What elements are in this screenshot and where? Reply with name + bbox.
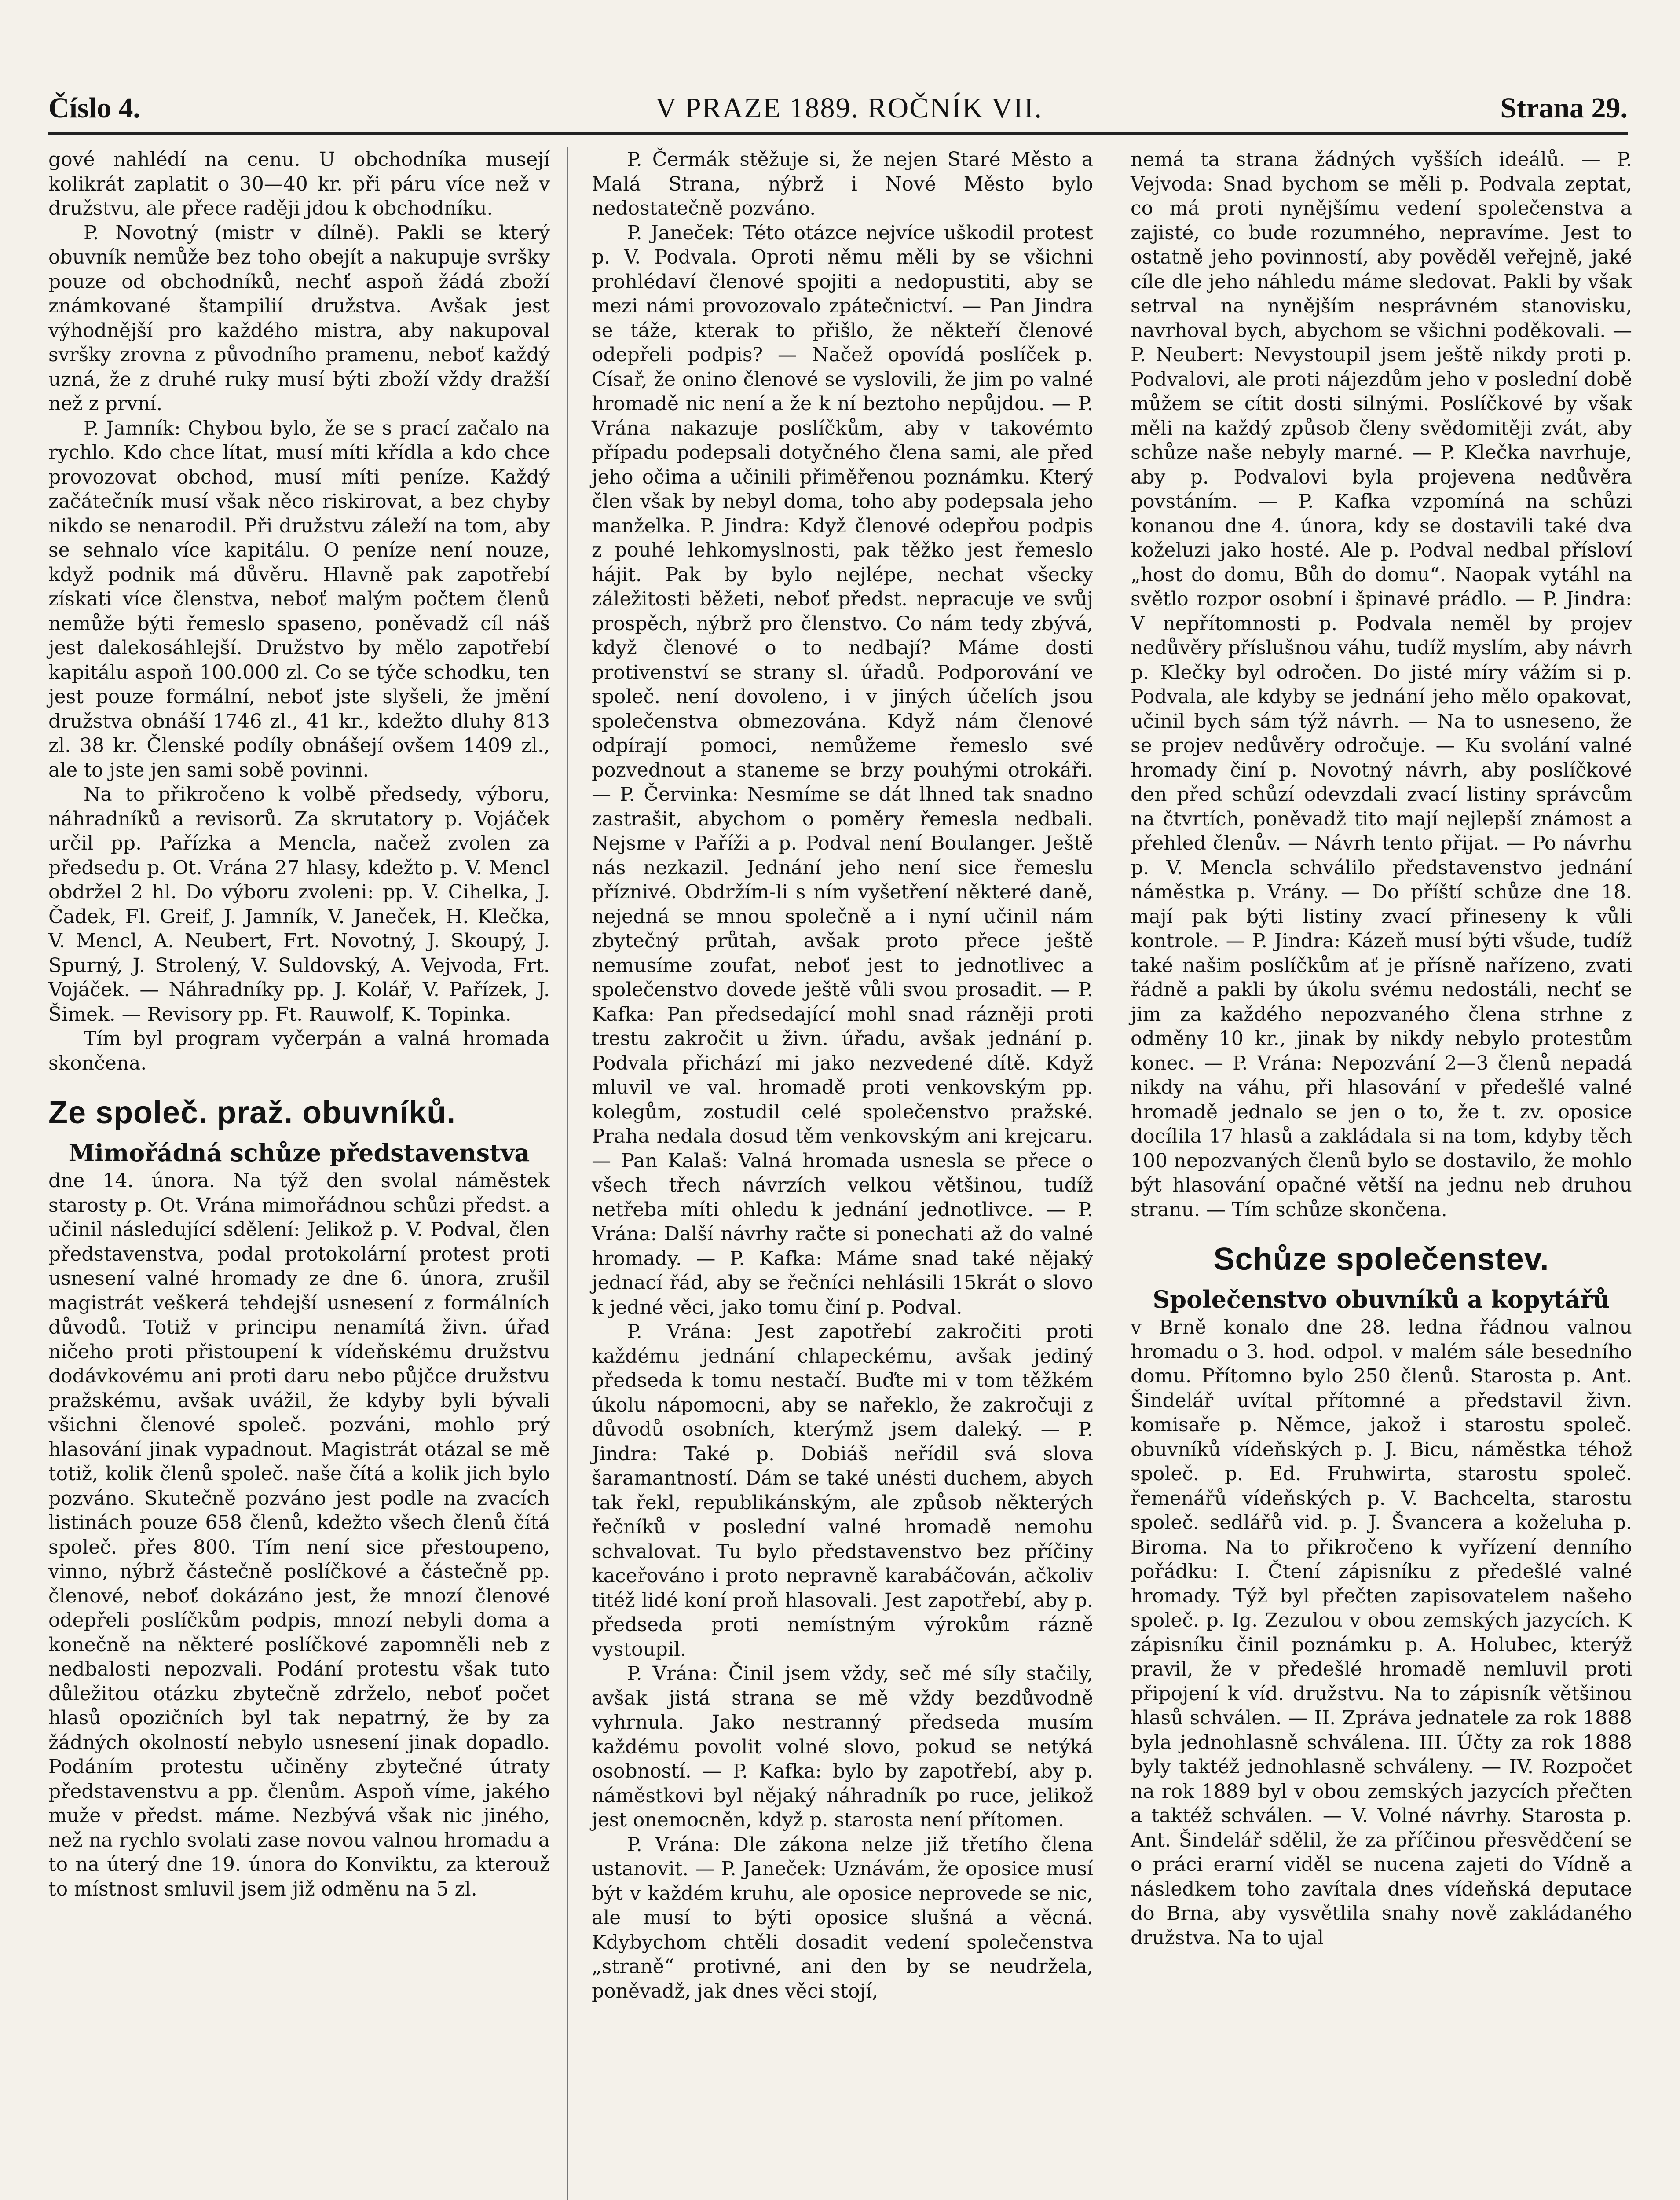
column-2 <box>592 147 1093 2003</box>
paragraph: dne 14. února. Na týž den svolal náměstek starosty p. Ot. Vrána mimořádnou schůzi předst. a učinil následující sdělení: Jelikož p. V. Podval, člen představenstva, podal protokolární protest proti usnesení valné hromady ze dne 6. února, zrušil magistrát veškerá tehdejší usnesení z formálních důvodů. Totiž v principu nenamítá živn. úřad ničeho proti přistoupení k vídeňskému družstvu dodávkovému ani proti daru nebo půjčce družstvu pražskému, avšak uvážil, že kdyby byli bývali všichni členové společ. pozváni, mohlo prý hlasování jinak vypadnout. Magistrát otázal se mě totiž, kolik členů společ. naše čítá a kolik jich bylo pozváno. Skutečně pozváno jest podle na zvacích listinách pouze 658 členů, kdežto všech členů čítá společ. přes 800. Tím není sice přestoupeno, vinno, nýbrž částečně poslíčkové a částečně pp. členové, neboť dokázáno jest, že mnozí členové odepřeli poslíčkům podpis, mnozí nebyli doma a konečně na některé poslíčkové zapomněli neb z nedbalosti nepozvali. Podání protestu však tuto důležitou otázku zbytečně zdrželo, neboť počet hlasů opozičních byl tak nepatrný, že by za žádných okolností nebylo usnesení jinak dopadlo. Podáním protestu učiněny zbytečné útraty představenstvu a pp. členům. Aspoň víme, jakého muže v předst. máme. Nezbývá však nic jiného, než na rychlo svolati zase novou valnou hromadu a to na úterý dne 19. února do Konviktu, za kterouž to místnost smluvil jsem již odměnu na 5 zl. <box>48 1170 550 1900</box>
paragraph: v Brně konalo dne 28. ledna řádnou valnou hromadu o 3. hod. odpol. v malém sále besedního domu. Přítomno bylo 250 členů. Starosta p. Ant. Šindelář uvítal přítomné a představil živn. komisaře p. Němce, jakož i starostu společ. obuvníků vídeňských p. J. Bicu, náměstka téhož společ. p. Ed. Fruhwirta, starostu společ. řemenářů vídeňských p. V. Bachcelta, starostu společ. sedlářů vid. p. J. Švancera a koželuha p. Biroma. Na to přikročeno k vyřízení denního pořádku: I. Čtení zápisníku z předešlé valné hromady. Týž byl přečten zapisovatelem našeho společ. p. Ig. Zezulou v obou zemských jazycích. K zápisníku činil poznámku p. A. Holubec, kterýž pravil, že v předešlé hromadě nemluvil proti připojení k víd. družstvu. Na to zápisník většinou hlasů schválen. — II. Zpráva jednatele za rok 1888 byla jednohlasně schválena. III. Účty za rok 1888 byly taktéž jednohlasně schváleny. — IV. Rozpočet na rok 1889 byl v obou zemských jazycích přečten a taktéž schválen. — V. Volné návrhy. Starosta p. Ant. Šindelář sdělil, že za příčinou přesvědčení se o práci erarní viděl se nucena zajeti do Vídně a následkem toho zavítala dnes vídeňská deputace do Brna, aby vysvětlila snahy nově zakládaného družstva. Na to ujal <box>1131 1316 1632 1949</box>
column-1 <box>48 147 550 1901</box>
column-divider <box>567 147 568 2200</box>
issue-number: Číslo 4. <box>48 92 141 124</box>
paragraph: gové nahlédí na cenu. U obchodníka musejí kolikrát zaplatit o 30—40 kr. při páru více než v družstvu, ale přece raději jdou k obchodníku. <box>48 148 550 220</box>
paragraph: Tím byl program vyčerpán a valná hromada skončena. <box>48 1027 550 1074</box>
paragraph: P. Vrána: Jest zapotřebí zakročiti proti každému jednání chlapeckému, avšak jediný předseda k tomu nestačí. Buďte mi v tom těžkém úkolu nápomocni, aby se nařeklo, že zakročuji z důvodů osobních, kterýmž jsem daleký. — P. Jindra: Také p. Dobiáš neřídil svá slova šaramantností. Dám se také unésti duchem, abych tak řekl, republikánským, ale způsob některých řečníků v poslední valné hromadě nemohu schvalovat. Tu bylo představenstvo bez příčiny kaceřováno i proto nepravně karabáčován, ačkoliv titéž lidé koní proň hlasovali. Jest zapotřebí, aby p. předseda proti nemístným výrokům rázně vystoupil. <box>592 1320 1093 1661</box>
section-heading: Schůze společenstev. <box>1213 1242 1549 1277</box>
paragraph: Na to přikročeno k volbě předsedy, výboru, náhradníků a revisorů. Za skrutatory p. Vojáček určil pp. Pařízka a Mencla, načež zvolen za předsedu p. Ot. Vrána 27 hlasy, kdežto p. V. Mencl obdržel 2 hl. Do výboru zvoleni: pp. V. Cihelka, J. Čadek, Fl. Greif, J. Jamník, V. Janeček, H. Klečka, V. Mencl, A. Neubert, Frt. Novotný, J. Skoupý, J. Spurný, J. Strolený, V. Suldovský, A. Vejvoda, Frt. Vojáček. — Náhradníky pp. J. Kolář, V. Pařízek, J. Šimek. — Revisory pp. Ft. Rauwolf, K. Topinka. <box>48 783 550 1026</box>
page-header <box>48 88 1628 135</box>
paragraph: P. Janeček: Této otázce nejvíce uškodil protest p. V. Podvala. Oproti němu měli by se všichni prohlédaví členové spojiti a nedopustiti, aby se mezi námi provozovalo zpátečnictví. — Pan Jindra se táže, kterak to přišlo, že někteří členové odepřeli podpis? — Načež opovídá poslíček p. Císař, že onino členové se vyslovili, že jim po valné hromadě nic není a že k ní beztoho nepůjdou. — P. Vrána nakazuje poslíčkům, aby v takovémto případu podepsali dotyčného člena sami, ale před jeho očima a učinili přiměřenou poznámku. Který člen však by nebyl doma, toho aby podepsala jeho manželka. P. Jindra: Když členové odepřou podpis z pouhé lehkomyslnosti, pak těžko jest řemeslo hájit. Pak by bylo nejlépe, nechat všecky záležitosti běžeti, neboť předst. nepracuje ve svůj prospěch, nýbrž pro členstvo. Co nám tedy zbývá, když členové o to nedbají? Máme dosti protivenství se strany sl. úřadů. Podporování ve společ. není dovoleno, i v jiných účelích jsou společenstva obmezována. Když nám členové odpírají pomoci, nemůžeme řemeslo své pozvednout a staneme se brzy pouhými otrokáři. — P. Červinka: Nesmíme se dát lhned tak snadno zastrašit, abychom o poměry řemesla nedbali. Nejsme v Paříži a p. Podval není Boulanger. Ještě nás nezkazil. Jednání jeho není sice řemeslu příznivé. Obdržím-li s ním vyšetření některé daně, nejedná se mnou společně a i nyní učinil nám zbytečný průtah, avšak proto přece ještě nemusíme zoufat, neboť jest to jednotlivec a společenstvo dovede ještě vůli svou prosadit. — P. Kafka: Pan předsedající mohl snad rázněji proti trestu zakročit u živn. úřadu, avšak jednání p. Podvala přichází mi jako nezvedené dítě. Když mluvil ve val. hromadě proti venkovským pp. kolegům, zostudil celé společenstvo pražské. Praha nedala dosud těm venkovským ani krejcaru. — Pan Kalaš: Valná hromada usnesla se přece o všech třech návrzích velkou většinou, tudíž netřeba míti ohledu k jednání jednotlivce. — P. Vrána: Další návrhy račte si ponechati až do valné hromady. — P. Kafka: Máme snad také nějaký jednací řád, aby se řečníci nehlásili 15krát o slovo k jedné věci, jako tomu činí p. Podval. <box>592 221 1093 1319</box>
paragraph: nemá ta strana žádných vyšších ideálů. — P. Vejvoda: Snad bychom se měli p. Podvala zeptat, co má proti nynějšímu vedení společenstva a zajisté, co bude rozumného, nepravíme. Jest to ostatně jeho povinností, aby pověděl veřejně, jaké cíle dle jeho náhledu máme sledovat. Pakli by však setrval na nynějším nesprávném stanovisku, navrhoval bych, abychom se všichni poděkovali. — P. Neubert: Nevystoupil jsem ještě nikdy proti p. Podvalovi, ale proti nájezdům jeho v poslední době můžem se cítit dosti silnými. Poslíčkové by však měli na každý způsob členy svědomitěji zvát, aby schůze naše nebyly marné. — P. Klečka navrhuje, aby p. Podvalovi byla projevena nedůvěra povstáním. — P. Kafka vzpomíná na schůzi konanou dne 4. února, kdy se dostavili také dva koželuzi jako hosté. Ale p. Podval nedbal přísloví „host do domu, Bůh do domu“. Naopak vytáhl na světlo rozpor osobní i špinavé prádlo. — P. Jindra: V nepřítomnosti p. Podvala neměl by projev nedůvěry příslušnou váhu, tudíž myslím, aby návrh p. Klečky byl odročen. Do jisté míry vážím si p. Podvala, ale kdyby se jednání jeho mělo opakovat, učinil bych sám týž návrh. — Na to usneseno, že se projev nedůvěry odročuje. — Ku svolání valné hromady činí p. Novotný návrh, aby poslíčkové den před schůzí odevzdali zvací listiny správcům na čtvrtích, poněvadž tito mají nejlepší známost a přehled členův. — Návrh tento přijat. — Po návrhu p. V. Mencla schválilo představenstvo jednání náměstka p. Vrány. — Do příští schůze dne 18. mají pak býti listiny zvací přineseny k vůli kontrole. — P. Jindra: Kázeň musí býti všude, tudíž také našim poslíčkům ať je přísně nařízeno, zvati řádně a pakli by úkolu svému nedostáli, nechť se jim za každého nepozvaného člena strhne z odměny 10 kr., jinak by nikdy nebylo protestům konec. — P. Vrána: Nepozvání 2—3 členů nepadá nikdy na váhu, při hlasování v předešlé valné hromadě jednalo se jen o to, že t. zv. oposice docílila 17 hlasů a zakládala si na tom, kdyby těch 100 nepozvaných členů bylo se dostavilo, že mohlo být hlasování opačné větší na jednu neb druhou stranu. — Tím schůze skončena. <box>1131 148 1632 1221</box>
column-3 <box>1131 147 1632 1950</box>
paragraph: P. Jamník: Chybou bylo, že se s prací začalo na rychlo. Kdo chce lítat, musí míti křídla a kdo chce provozovat obchod, musí míti peníze. Každý začátečník musí však něco riskirovat, a bez chyby nikdo se nenarodil. Při družstvu záleží na tom, aby se sehnalo více kapitálu. O peníze není nouze, když podnik má důvěru. Hlavně pak zapotřebí získati více členstva, neboť malým počtem členů nemůže býti řemeslo spaseno, poněvadž cíl náš jest dalekosáhlejší. Družstvo by mělo zapotřebí kapitálu aspoň 100.000 zl. Co se týče schodku, ten jest pouze formální, neboť jste slyšeli, že jmění družstva obnáší 1746 zl., 41 kr., kdežto dluhy 813 zl. 38 kr. Členské podíly obnášejí ovšem 1409 zl., ale to jste jen sami sobě povinni. <box>48 417 550 781</box>
paragraph: P. Čermák stěžuje si, že nejen Staré Město a Malá Strana, nýbrž i Nové Město bylo nedostatečně pozváno. <box>592 148 1093 220</box>
place-date-volume: V PRAZE 1889. ROČNÍK VII. <box>655 92 1043 124</box>
subsection-heading: Společenstvo obuvníků a kopytářů <box>1153 1285 1610 1313</box>
paragraph: P. Novotný (mistr v dílně). Pakli se který obuvník nemůže bez toho obejít a nakupuje svršky pouze od obchodníků, nechť aspoň žádá zboží známkované štampilií družstva. Avšak jest výhodnější pro každého mistra, aby nakupoval svršky zrovna z původního pramenu, neboť každý uzná, že z druhé ruky musí býti zboží vždy dražší než z první. <box>48 221 550 415</box>
paragraph: P. Vrána: Činil jsem vždy, seč mé síly stačily, avšak jistá strana se mě vždy bezdůvodně vyhrnula. Jako nestranný předseda musím každému povolit volné slovo, pokud se netýká osobností. — P. Kafka: bylo by zapotřebí, aby p. náměstkovi byl nějaký náhradník po ruce, jelikož jest onemocněn, když p. starosta není přítomen. <box>592 1662 1093 1831</box>
page-number: Strana 29. <box>1500 92 1628 124</box>
paragraph: P. Vrána: Dle zákona nelze již třetího člena ustanovit. — P. Janeček: Uznávám, že oposice musí být v každém kruhu, ale oposice neprovede se nic, ale musí to býti oposice slušná a věcná. Kdybychom chtěli dosadit vedení společenstva „straně“ protivné, ani den by se neudržela, poněvadž, jak dnes věci stojí, <box>592 1833 1093 2002</box>
section-heading: Ze společ. praž. obuvníků. <box>48 1095 456 1130</box>
subsection-heading: Mimořádná schůze představenstva <box>68 1139 530 1167</box>
